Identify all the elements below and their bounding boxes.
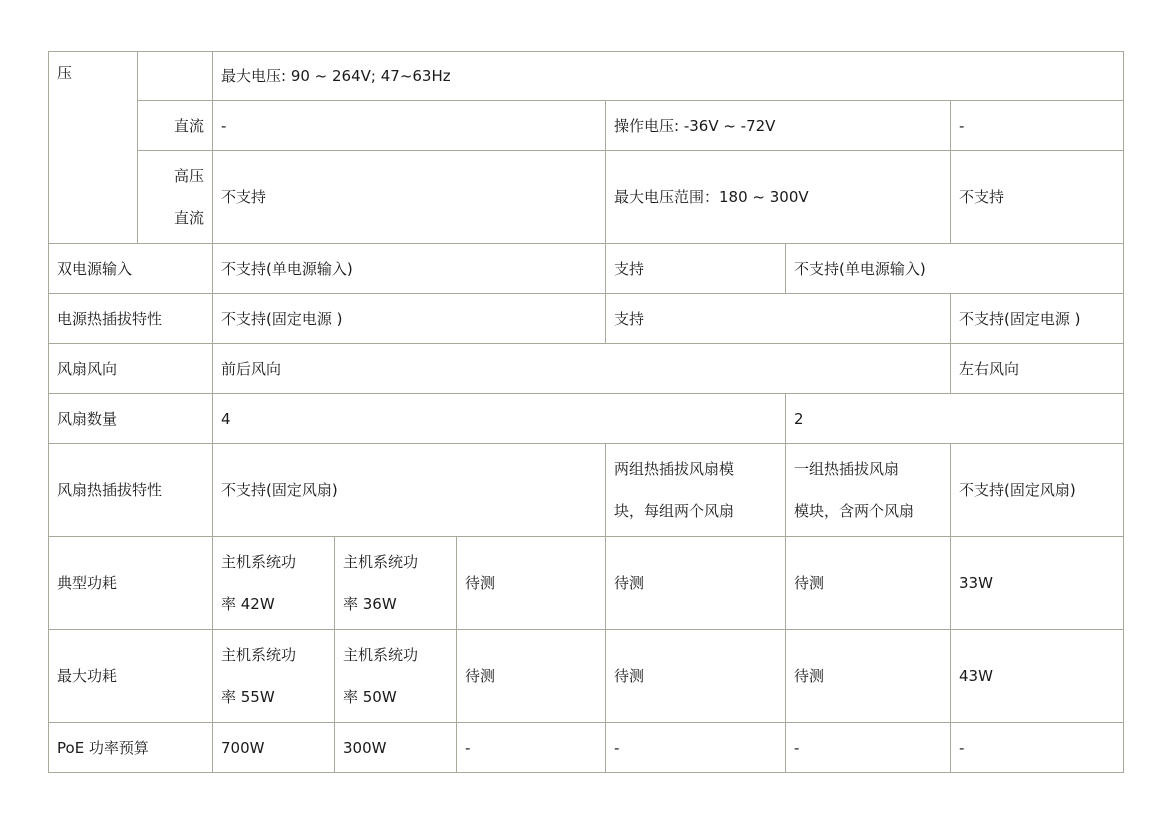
power-label: 压 bbox=[49, 52, 138, 244]
max-power-row bbox=[49, 630, 1124, 723]
hvdc-cell-1: 不支持 bbox=[213, 151, 606, 244]
power-dc-row bbox=[49, 101, 1124, 151]
max-power-cell-2 bbox=[335, 630, 457, 723]
psu-hotswap-cell-3: 不支持(固定电源 ) bbox=[951, 294, 1124, 344]
psu-hotswap-row bbox=[49, 294, 1124, 344]
poe-budget-label: PoE 功率预算 bbox=[49, 723, 213, 773]
typical-power-cell-2-line1: 主机系统功 bbox=[343, 553, 419, 571]
hvdc-cell-2: 最大电压范围：180 ~ 300V bbox=[606, 151, 951, 244]
fan-direction-label: 风扇风向 bbox=[49, 344, 213, 394]
typical-power-cell-3: 待测 bbox=[457, 537, 606, 630]
typical-power-cell-2-line2: 率 36W bbox=[343, 595, 397, 613]
poe-budget-cell-3: - bbox=[457, 723, 606, 773]
typical-power-cell-6: 33W bbox=[951, 537, 1124, 630]
max-power-cell-1-line2: 率 55W bbox=[221, 688, 275, 706]
hvdc-label-line2: 直流 bbox=[173, 209, 204, 227]
fan-count-row bbox=[49, 394, 1124, 444]
psu-hotswap-label: 电源热插拔特性 bbox=[49, 294, 213, 344]
fan-count-cell-1: 4 bbox=[213, 394, 786, 444]
dual-power-cell-3: 不支持(单电源输入) bbox=[786, 244, 1124, 294]
typical-power-cell-1 bbox=[213, 537, 335, 630]
dual-power-row bbox=[49, 244, 1124, 294]
fan-hotswap-cell-4: 不支持(固定风扇) bbox=[951, 444, 1124, 537]
ac-sub-label bbox=[138, 52, 213, 101]
psu-hotswap-cell-1: 不支持(固定电源 ) bbox=[213, 294, 606, 344]
hvdc-cell-3: 不支持 bbox=[951, 151, 1124, 244]
typical-power-cell-1-line1: 主机系统功 bbox=[221, 553, 297, 571]
power-hvdc-row bbox=[49, 151, 1124, 244]
max-power-cell-2-line2: 率 50W bbox=[343, 688, 397, 706]
poe-budget-cell-4: - bbox=[606, 723, 786, 773]
poe-budget-row bbox=[49, 723, 1124, 773]
fan-hotswap-cell-3-line1: 一组热插拔风扇 bbox=[794, 460, 900, 478]
power-ac-row bbox=[49, 52, 1124, 101]
fan-direction-cell-1: 前后风向 bbox=[213, 344, 951, 394]
dc-cell-2: 操作电压: -36V ~ -72V bbox=[606, 101, 951, 151]
max-power-cell-1 bbox=[213, 630, 335, 723]
psu-hotswap-cell-2: 支持 bbox=[606, 294, 951, 344]
typical-power-row bbox=[49, 537, 1124, 630]
fan-hotswap-cell-2 bbox=[606, 444, 786, 537]
ac-max-voltage: 最大电压: 90 ~ 264V; 47~63Hz bbox=[213, 52, 1124, 101]
fan-hotswap-cell-1: 不支持(固定风扇) bbox=[213, 444, 606, 537]
fan-direction-cell-2: 左右风向 bbox=[951, 344, 1124, 394]
dc-cell-1: - bbox=[213, 101, 606, 151]
fan-hotswap-cell-2-line1: 两组热插拔风扇模 bbox=[614, 460, 735, 478]
max-power-cell-6: 43W bbox=[951, 630, 1124, 723]
max-power-cell-1-line1: 主机系统功 bbox=[221, 646, 297, 664]
fan-hotswap-row bbox=[49, 444, 1124, 537]
max-power-cell-4: 待测 bbox=[606, 630, 786, 723]
dual-power-cell-2: 支持 bbox=[606, 244, 786, 294]
spec-table bbox=[48, 51, 1124, 773]
poe-budget-cell-1: 700W bbox=[213, 723, 335, 773]
typical-power-cell-5: 待测 bbox=[786, 537, 951, 630]
max-power-label: 最大功耗 bbox=[49, 630, 213, 723]
hvdc-label-line1: 高压 bbox=[173, 167, 204, 185]
poe-budget-cell-2: 300W bbox=[335, 723, 457, 773]
fan-count-cell-2: 2 bbox=[786, 394, 1124, 444]
poe-budget-cell-5: - bbox=[786, 723, 951, 773]
poe-budget-cell-6: - bbox=[951, 723, 1124, 773]
dc-cell-3: - bbox=[951, 101, 1124, 151]
max-power-cell-2-line1: 主机系统功 bbox=[343, 646, 419, 664]
max-power-cell-3: 待测 bbox=[457, 630, 606, 723]
max-power-cell-5: 待测 bbox=[786, 630, 951, 723]
fan-hotswap-label: 风扇热插拔特性 bbox=[49, 444, 213, 537]
dual-power-label: 双电源输入 bbox=[49, 244, 213, 294]
fan-direction-row bbox=[49, 344, 1124, 394]
typical-power-cell-4: 待测 bbox=[606, 537, 786, 630]
typical-power-label: 典型功耗 bbox=[49, 537, 213, 630]
typical-power-cell-1-line2: 率 42W bbox=[221, 595, 275, 613]
fan-hotswap-cell-3-line2: 模块，含两个风扇 bbox=[794, 502, 915, 520]
dual-power-cell-1: 不支持(单电源输入) bbox=[213, 244, 606, 294]
typical-power-cell-2 bbox=[335, 537, 457, 630]
fan-count-label: 风扇数量 bbox=[49, 394, 213, 444]
dc-label: 直流 bbox=[138, 101, 213, 151]
fan-hotswap-cell-3 bbox=[786, 444, 951, 537]
hvdc-label bbox=[138, 151, 213, 244]
fan-hotswap-cell-2-line2: 块，每组两个风扇 bbox=[614, 502, 735, 520]
